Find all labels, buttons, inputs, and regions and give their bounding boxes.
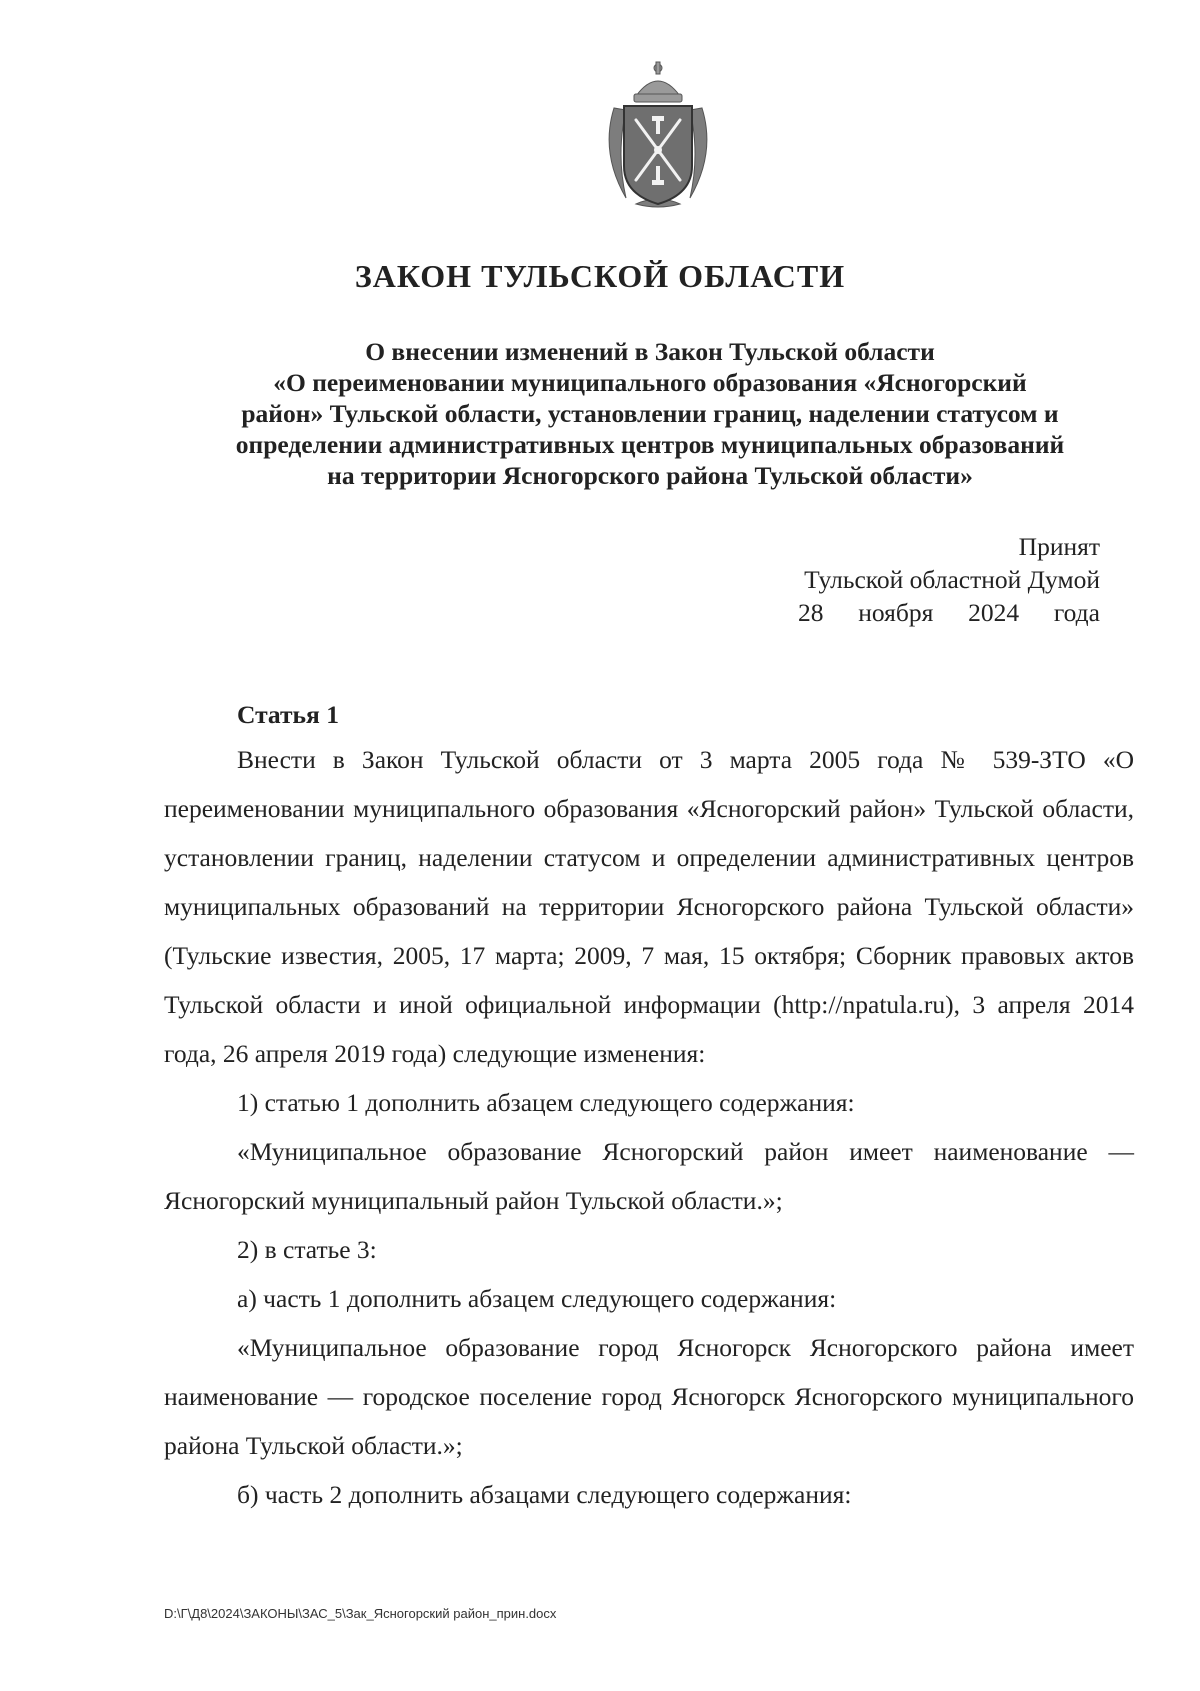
article-paragraph: 2) в статье 3: bbox=[237, 1235, 377, 1264]
article-heading: Статья 1 bbox=[237, 700, 339, 729]
subtitle-line: «О переименовании муниципального образования «Ясногорский bbox=[273, 368, 1027, 397]
article-paragraph: «Муниципальное образование Ясногорский район имеет наименование — Ясногорский муниципальный район Тульской области.»; bbox=[164, 1137, 1134, 1215]
adoption-month: ноября bbox=[858, 598, 934, 627]
adoption-year-word: года bbox=[1053, 598, 1100, 627]
article-paragraph: а) часть 1 дополнить абзацем следующего содержания: bbox=[237, 1284, 837, 1313]
tula-coat-of-arms-icon bbox=[596, 58, 720, 210]
file-path-footer: D:\Г\Д8\2024\ЗАКОНЫ\ЗАС_5\Зак_Ясногорский район_прин.docx bbox=[164, 1606, 557, 1621]
subtitle-line: район» Тульской области, установлении границ, наделении статусом и bbox=[241, 399, 1059, 428]
adoption-year: 2024 bbox=[968, 598, 1020, 627]
article-paragraph: 1) статью 1 дополнить абзацем следующего содержания: bbox=[237, 1088, 855, 1117]
adoption-status: Принят bbox=[1018, 532, 1100, 561]
law-subtitle bbox=[180, 336, 1120, 491]
adoption-day: 28 bbox=[798, 598, 824, 627]
article-paragraph: Внести в Закон Тульской области от 3 марта 2005 года № 539-ЗТО «О переименовании муниципального образования «Ясногорский район» Тульской области, установлении границ, наделении статусом и определении административных центров муниципальных образований на территории Ясногорского района Тульской области» (Тульские известия, 2005, 17 марта; 2009, 7 мая, 15 октября; Сборник правовых актов Тульской области и иной официальной информации (http://npatula.ru), 3 апреля 2014 года, 26 апреля 2019 года) следующие изменения: bbox=[164, 745, 1134, 1068]
subtitle-line: на территории Ясногорского района Тульской области» bbox=[327, 461, 973, 490]
subtitle-line: О внесении изменений в Закон Тульской области bbox=[365, 337, 935, 366]
law-title: ЗАКОН ТУЛЬСКОЙ ОБЛАСТИ bbox=[354, 258, 846, 294]
adoption-block bbox=[740, 530, 1100, 629]
article-paragraph: «Муниципальное образование город Ясногорск Ясногорского района имеет наименование — городское поселение город Ясногорск Ясногорского муниципального района Тульской области.»; bbox=[164, 1333, 1134, 1460]
article-paragraph: б) часть 2 дополнить абзацами следующего содержания: bbox=[237, 1480, 852, 1509]
subtitle-line: определении административных центров муниципальных образований bbox=[235, 430, 1065, 459]
adoption-body: Тульской областной Думой bbox=[804, 565, 1100, 594]
article-body bbox=[164, 735, 1134, 1519]
adoption-date bbox=[740, 596, 1100, 629]
